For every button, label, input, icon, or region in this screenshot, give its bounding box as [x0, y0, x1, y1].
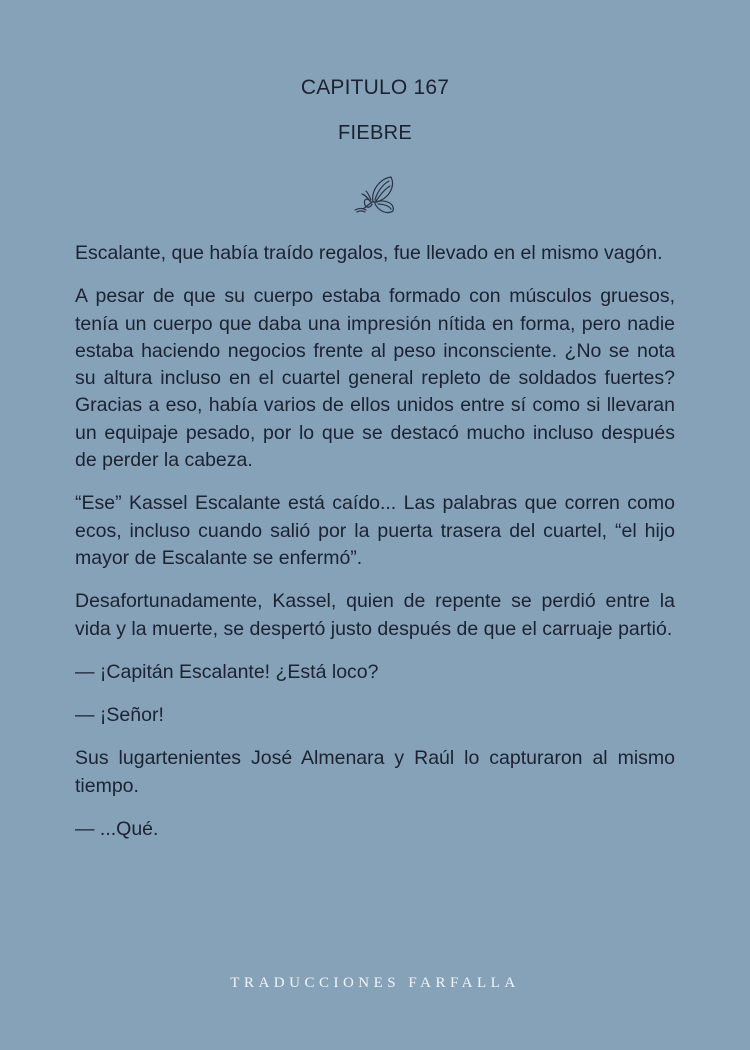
paragraph: Escalante, que había traído regalos, fue llevado en el mismo vagón.	[75, 242, 663, 264]
paragraph: “Ese” Kassel Escalante está caído... Las palabras que corren como ecos, incluso cuando salió por la puerta trasera del cuartel, “el hijo mayor de Escalante se enfermó”.	[75, 492, 675, 569]
paragraph: Desafortunadamente, Kassel, quien de repente se perdió entre la vida y la muerte, se despertó justo después de que el carruaje partió.	[75, 590, 675, 640]
dialogue-line: — ¡Señor!	[75, 704, 164, 727]
dialogue-line: — ¡Capitán Escalante! ¿Está loco?	[75, 660, 379, 683]
dialogue-line: — ...Qué.	[75, 818, 159, 841]
butterfly-icon	[351, 175, 397, 217]
chapter-title: CAPITULO 167	[300, 76, 450, 99]
chapter-subtitle: FIEBRE	[337, 122, 413, 144]
paragraph: A pesar de que su cuerpo estaba formado con músculos gruesos, tenía un cuerpo que daba una impresión nítida en forma, pero nadie estaba haciendo negocios frente al peso inconsciente. ¿No se nota su altura incluso en el cuartel general repleto de soldados fuertes? Gracias a eso, había varios de ellos unidos entre sí como si llevaran un equipaje pesado, por lo que se destacó mucho incluso después de perder la cabeza.	[75, 285, 675, 472]
paragraph: Sus lugartenientes José Almenara y Raúl lo capturaron al mismo tiempo.	[75, 747, 675, 797]
translator-credit: TRADUCCIONES FARFALLA	[230, 975, 520, 991]
chapter-body	[75, 240, 675, 859]
